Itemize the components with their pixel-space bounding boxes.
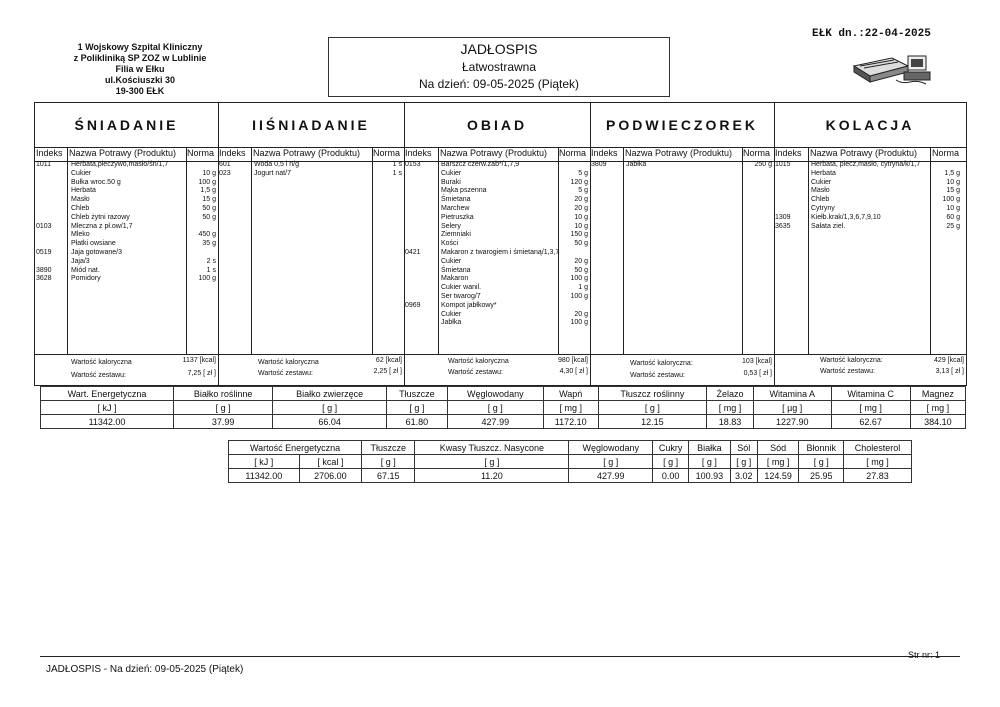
nutrient-value: 11342.00 [41, 415, 174, 429]
nutrient-header: Tłuszcze [386, 387, 447, 401]
index-header: Indeks [775, 148, 802, 158]
item-index: 0103 [36, 222, 52, 230]
nutrient-value: 27.83 [843, 469, 911, 483]
nutrition-summary-table [40, 386, 966, 429]
nutrient-value: 427.99 [447, 415, 543, 429]
nutrition-label-table [228, 440, 912, 483]
meal-item-row [35, 231, 218, 240]
name-header: Nazwa Potrawy (Produktu) [440, 148, 548, 158]
meal-summary [774, 354, 966, 385]
nutrient-unit: [ g ] [689, 455, 731, 469]
kcal-value: 429 [kcal] [934, 357, 964, 364]
hospital-line: 1 Wojskowy Szpital Kliniczny [77, 42, 203, 52]
item-norma: 20 g [574, 204, 588, 212]
item-name: Ziemniaki [441, 231, 471, 239]
nutrient-header: Cholesterol [843, 441, 911, 455]
meal-item-row [774, 161, 966, 170]
nutrient-header: Tłuszcze [362, 441, 415, 455]
meal-summary [404, 354, 590, 385]
item-norma: 150 g [570, 231, 588, 239]
item-name: Jaja gotowane/3 [71, 248, 122, 256]
nutrient-unit: [ mg ] [757, 455, 799, 469]
item-name: Mąka pszenna [441, 187, 487, 195]
meal-item-row [404, 284, 590, 293]
item-norma: 5 g [578, 169, 588, 177]
nutrient-value: 427.99 [569, 469, 653, 483]
column-headers [774, 147, 966, 162]
table-units-row [41, 401, 966, 415]
item-name: Herbata,pieczywo,masło/śn/1,7 [71, 161, 169, 168]
index-header: Indeks [405, 148, 432, 158]
nutrient-header: Sól [730, 441, 757, 455]
norma-header: Norma [373, 148, 401, 158]
item-norma: 20 g [574, 257, 588, 265]
item-index: 0969 [405, 301, 421, 309]
meal-title: PODWIECZOREK [590, 103, 774, 148]
item-norma: 1,5 g [944, 169, 960, 177]
nutrient-value: 12.15 [598, 415, 706, 429]
item-name: Woda 0,5 l n/g [254, 161, 300, 168]
kcal-value: 62 [kcal] [375, 357, 402, 364]
nutrient-unit: [ g ] [730, 455, 757, 469]
meal-item-row [35, 249, 218, 258]
meal-item-row [35, 170, 218, 179]
page-title: JADŁOSPIS [460, 41, 538, 57]
item-name: Herbata [811, 169, 836, 177]
item-norma: 1 s [392, 169, 402, 177]
meal-title: IIŚNIADANIE [218, 103, 404, 148]
menu-grid [34, 102, 967, 386]
item-name: Kompot jabłkowy* [441, 301, 497, 309]
meal-item-row [404, 258, 590, 267]
nutrient-unit: [ g ] [447, 401, 543, 415]
nutrient-header: Tłuszcz roślinny [598, 387, 706, 401]
kcal-label: Wartość kaloryczna: [630, 360, 693, 367]
meal-item-row [404, 196, 590, 205]
cost-value: 2,25 [ zł ] [373, 368, 402, 375]
meal-second-breakfast [218, 103, 404, 385]
nutrient-value: 1227.90 [753, 415, 831, 429]
meal-item-row [35, 214, 218, 223]
item-norma: 20 g [574, 196, 588, 204]
item-name: Selery [441, 222, 461, 230]
cost-label: Wartość zestawu: [71, 372, 126, 379]
name-header: Nazwa Potrawy (Produktu) [625, 148, 733, 158]
meal-item-row [774, 205, 966, 214]
nutrient-unit: [ g ] [415, 455, 569, 469]
title-box [328, 37, 670, 97]
nutrient-header: Witamina C [831, 387, 910, 401]
item-name: Ser twarog/7 [441, 292, 481, 300]
item-name: Chleb żytni razowy [71, 213, 130, 221]
item-norma: 2 s [206, 257, 216, 265]
cost-label: Wartość zestawu: [258, 370, 313, 377]
cost-label: Wartość zestawu: [630, 372, 685, 379]
nutrient-header: Węglowodany [447, 387, 543, 401]
meal-item-row [774, 179, 966, 188]
item-index: 1015 [775, 161, 791, 168]
item-name: Miód nat. [71, 266, 100, 274]
table-header-row [41, 387, 966, 401]
item-norma: 100 g [570, 292, 588, 300]
nutrient-header: Żelazo [707, 387, 754, 401]
hospital-header [40, 42, 240, 97]
hospital-line: z Polikliniką SP ZOZ w Lublinie [73, 53, 207, 63]
nutrient-unit: [ g ] [273, 401, 387, 415]
item-name: Jogurt nat/7 [254, 169, 291, 177]
item-index: 3890 [36, 266, 52, 274]
item-name: Masło [71, 196, 90, 204]
item-name: Mleczna z pł.ow/1,7 [71, 222, 133, 230]
meal-item-row [35, 179, 218, 188]
item-norma: 10 g [202, 169, 216, 177]
column-headers [404, 147, 590, 162]
meal-item-row [774, 223, 966, 232]
nutrient-value: 18.83 [707, 415, 754, 429]
item-norma: 50 g [574, 266, 588, 274]
item-norma: 100 g [198, 178, 216, 186]
meal-item-row [35, 275, 218, 284]
item-name: Cukier [441, 310, 462, 318]
item-norma: 1,5 g [200, 187, 216, 195]
meal-item-row [35, 196, 218, 205]
item-name: Kiełb.krak/1,3,6,7,9,10 [811, 213, 881, 221]
meal-summary [35, 354, 218, 385]
item-name: Cukier [441, 169, 462, 177]
column-headers [218, 147, 404, 162]
meal-afternoon-snack [590, 103, 774, 385]
item-norma: 60 g [946, 213, 960, 221]
nutrient-value: 384.10 [910, 415, 965, 429]
norma-header: Norma [187, 148, 215, 158]
item-index: 0519 [36, 248, 52, 256]
nutrient-unit: [ mg ] [543, 401, 598, 415]
meal-item-row [404, 267, 590, 276]
meal-item-row [404, 214, 590, 223]
nutrient-header: Magnez [910, 387, 965, 401]
menu-date: Na dzień: 09-05-2025 (Piątek) [418, 77, 580, 91]
column-headers [590, 147, 774, 162]
nutrient-value: 11.20 [415, 469, 569, 483]
cost-value: 7,25 [ zł ] [187, 370, 216, 377]
item-norma: 1 s [392, 161, 402, 168]
kcal-label: Wartość kaloryczna [258, 359, 319, 366]
column-divider [623, 147, 624, 355]
meal-item-row [35, 258, 218, 267]
meal-item-row [774, 196, 966, 205]
meal-rows [774, 161, 966, 231]
item-name: Płatki owsiane [71, 240, 116, 248]
nutrient-value: 0.00 [653, 469, 689, 483]
meal-rows [404, 161, 590, 328]
item-norma: 100 g [942, 196, 960, 204]
norma-header: Norma [932, 148, 960, 158]
cost-value: 0,53 [ zł ] [743, 370, 772, 377]
meal-item-row [404, 205, 590, 214]
nutrient-header: Kwasy Tłuszcz. Nasycone [415, 441, 569, 455]
item-norma: 450 g [198, 231, 216, 239]
page-number: Str nr: 1 [908, 650, 941, 660]
nutrient-value: 100.93 [689, 469, 731, 483]
item-norma: 1 g [578, 284, 588, 292]
meal-item-row [404, 275, 590, 284]
nutrient-header: Witamina A [753, 387, 831, 401]
item-name: Barszcz czerw.zab*/1,7,9 [441, 161, 520, 168]
norma-header: Norma [559, 148, 587, 158]
item-name: Masło [811, 187, 830, 195]
item-index: 0421 [405, 248, 421, 256]
column-headers [35, 147, 218, 162]
kcal-label: Wartość kaloryczna: [820, 357, 883, 364]
item-norma: 50 g [202, 204, 216, 212]
item-name: Cukier [441, 257, 462, 265]
nutrient-unit: [ kJ ] [41, 401, 174, 415]
item-name: Marchew [441, 204, 470, 212]
cost-label: Wartość zestawu: [820, 368, 875, 375]
nutrient-value: 67.15 [362, 469, 415, 483]
meal-title: OBIAD [404, 103, 590, 148]
item-name: Jaja/3 [71, 257, 90, 265]
nutrient-value: 25.95 [799, 469, 844, 483]
meal-item-row [404, 161, 590, 170]
nutrient-unit: [ mg ] [910, 401, 965, 415]
item-norma: 5 g [578, 187, 588, 195]
meal-title: KOLACJA [774, 103, 966, 148]
nutrient-unit: [ g ] [174, 401, 273, 415]
nutrient-unit: [ mg ] [707, 401, 754, 415]
meal-title: ŚNIADANIE [35, 103, 218, 148]
diet-name: Łatwostrawna [461, 60, 537, 74]
cost-value: 4,30 [ zł ] [559, 368, 588, 375]
nutrient-unit: [ kcal ] [299, 455, 362, 469]
nutrient-unit: [ g ] [799, 455, 844, 469]
item-index: 1309 [775, 213, 791, 221]
item-name: Cytryny [811, 204, 835, 212]
meal-item-row [404, 187, 590, 196]
meal-item-row [590, 161, 774, 170]
meal-item-row [35, 205, 218, 214]
item-name: Pomidory [71, 275, 101, 283]
item-name: Buraki [441, 178, 461, 186]
item-norma: 10 g [574, 222, 588, 230]
nutrient-header: Wartość Energetyczna [229, 441, 362, 455]
meal-item-row [35, 187, 218, 196]
nutrient-value: 124.59 [757, 469, 799, 483]
meal-item-row [774, 170, 966, 179]
item-norma: 50 g [202, 213, 216, 221]
nutrient-unit: [ g ] [362, 455, 415, 469]
hospital-line: ul.Kościuszki 30 [104, 75, 176, 85]
nutrient-value: 2706.00 [299, 469, 362, 483]
table-values-row [41, 415, 966, 429]
nutrient-unit: [ g ] [598, 401, 706, 415]
item-name: Cukier [811, 178, 832, 186]
meal-item-row [404, 249, 590, 258]
meal-item-row [35, 223, 218, 232]
item-norma: 50 g [574, 240, 588, 248]
nutrient-unit: [ mg ] [843, 455, 911, 469]
nutrient-header: Wart. Energetyczna [41, 387, 174, 401]
kcal-value: 1137 [kcal] [182, 357, 216, 364]
meal-item-row [218, 170, 404, 179]
item-index: 3635 [775, 222, 791, 230]
item-name: Herbata [71, 187, 96, 195]
nutrient-value: 62.67 [831, 415, 910, 429]
meal-summary [218, 354, 404, 385]
item-name: Makaron z twarogiem i śmietaną/1,3,7 [441, 248, 560, 256]
meal-rows [218, 161, 404, 179]
nutrient-unit: [ mg ] [831, 401, 910, 415]
nutrient-value: 66.04 [273, 415, 387, 429]
item-name: Chleb [811, 196, 830, 204]
item-norma: 1 s [206, 266, 216, 274]
cost-value: 3,13 [ zł ] [935, 368, 964, 375]
meal-dinner [404, 103, 590, 385]
index-header: Indeks [36, 148, 63, 158]
item-name: Kości [441, 240, 459, 248]
nutrient-header: Błonnik [799, 441, 844, 455]
meal-item-row [404, 240, 590, 249]
nutrient-value: 61.80 [386, 415, 447, 429]
table-units-row [229, 455, 912, 469]
table-values-row [229, 469, 912, 483]
meal-item-row [404, 179, 590, 188]
meal-item-row [404, 319, 590, 328]
issue-date: EŁK dn.:22-04-2025 [812, 28, 931, 40]
item-name: Cukier [71, 169, 92, 177]
item-norma: 15 g [946, 187, 960, 195]
kcal-value: 980 [kcal] [558, 357, 588, 364]
column-divider [742, 147, 743, 355]
nutrient-header: Sód [757, 441, 799, 455]
item-index: 0153 [405, 161, 421, 168]
item-norma: 10 g [574, 213, 588, 221]
hospital-line: Filia w Ełku [115, 64, 165, 74]
item-norma: 35 g [202, 240, 216, 248]
meal-item-row [774, 187, 966, 196]
meal-rows [590, 161, 774, 170]
item-norma: 120 g [570, 178, 588, 186]
nutrient-header: Wapń [543, 387, 598, 401]
meal-supper [774, 103, 966, 385]
meal-item-row [404, 231, 590, 240]
computer-icon [852, 52, 932, 88]
nutrient-unit: [ µg ] [753, 401, 831, 415]
item-norma: 15 g [202, 196, 216, 204]
table-header-row [229, 441, 912, 455]
meal-item-row [774, 214, 966, 223]
item-name: Makaron [441, 275, 469, 283]
item-name: Sałata ziel. [811, 222, 846, 230]
item-index: 1011 [36, 161, 52, 168]
item-name: Herbata, piecz,masło, cytryna/k/1,7 [811, 161, 921, 168]
nutrient-value: 11342.00 [229, 469, 300, 483]
meal-item-row [35, 267, 218, 276]
item-name: Jabłka [626, 161, 647, 168]
meal-item-row [404, 223, 590, 232]
item-norma: 100 g [570, 275, 588, 283]
nutrient-header: Białko roślinne [174, 387, 273, 401]
meal-item-row [404, 293, 590, 302]
footer-divider [40, 656, 960, 657]
item-index: 023 [219, 169, 231, 177]
name-header: Nazwa Potrawy (Produktu) [69, 148, 177, 158]
meal-breakfast [35, 103, 218, 385]
item-name: Bułka wroc.50 g [71, 178, 121, 186]
nutrient-value: 1172.10 [543, 415, 598, 429]
meal-item-row [404, 302, 590, 311]
name-header: Nazwa Potrawy (Produktu) [810, 148, 918, 158]
nutrient-value: 3.02 [730, 469, 757, 483]
nutrient-unit: [ g ] [386, 401, 447, 415]
item-index: 3628 [36, 275, 52, 283]
nutrient-value: 37.99 [174, 415, 273, 429]
footer-text: JADŁOSPIS - Na dzień: 09-05-2025 (Piątek) [46, 664, 244, 675]
item-name: Śmietana [441, 196, 471, 204]
kcal-label: Wartość kaloryczna [71, 359, 132, 366]
kcal-value: 103 [kcal] [742, 358, 772, 365]
item-norma: 100 g [570, 319, 588, 327]
index-header: Indeks [219, 148, 246, 158]
item-name: Chleb [71, 204, 90, 212]
nutrient-header: Białka [689, 441, 731, 455]
nutrient-unit: [ g ] [569, 455, 653, 469]
nutrient-header: Białko zwierzęce [273, 387, 387, 401]
item-name: Cukier wanil. [441, 284, 482, 292]
item-name: Jabłka [441, 319, 462, 327]
item-norma: 250 g [754, 161, 772, 168]
index-header: Indeks [591, 148, 618, 158]
item-norma: 10 g [946, 204, 960, 212]
hospital-line: 19-300 EŁK [115, 86, 165, 96]
meal-rows [35, 161, 218, 284]
kcal-label: Wartość kaloryczna [448, 358, 509, 365]
item-name: Mleko [71, 231, 90, 239]
nutrient-header: Węglowodany [569, 441, 653, 455]
nutrient-header: Cukry [653, 441, 689, 455]
item-name: Pietruszka [441, 213, 474, 221]
nutrient-unit: [ kJ ] [229, 455, 300, 469]
name-header: Nazwa Potrawy (Produktu) [253, 148, 361, 158]
meal-item-row [218, 161, 404, 170]
meal-item-row [404, 170, 590, 179]
meal-item-row [404, 311, 590, 320]
item-index: 3809 [591, 161, 607, 168]
item-norma: 25 g [946, 222, 960, 230]
meal-item-row [35, 240, 218, 249]
meal-summary [590, 354, 774, 385]
item-norma: 100 g [198, 275, 216, 283]
item-name: Śmietana [441, 266, 471, 274]
item-norma: 20 g [574, 310, 588, 318]
norma-header: Norma [743, 148, 771, 158]
meal-item-row [35, 161, 218, 170]
item-index: 601 [219, 161, 231, 168]
item-norma: 10 g [946, 178, 960, 186]
nutrient-unit: [ g ] [653, 455, 689, 469]
cost-label: Wartość zestawu: [448, 369, 503, 376]
